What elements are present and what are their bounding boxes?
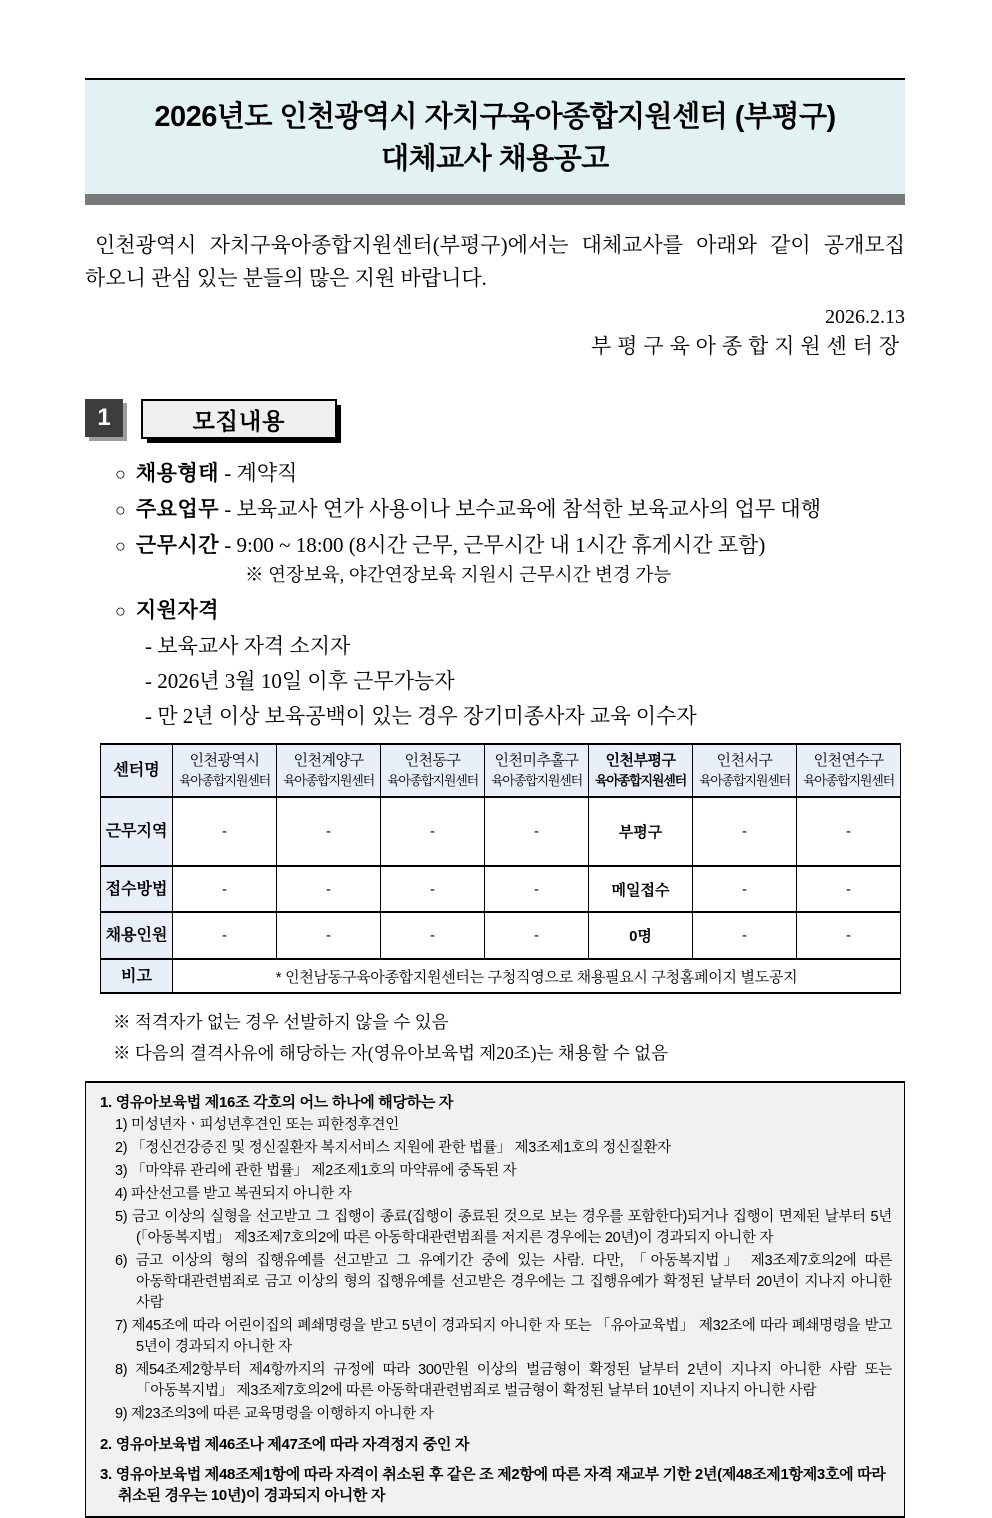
header-cell-center-2: 인천동구 육아종합지원센터 — [381, 744, 485, 797]
note-line: ※ 다음의 결격사유에 해당하는 자(영유아보육법 제20조)는 채용할 수 없음 — [113, 1043, 668, 1063]
header-cell-center-3: 인천미추홀구 육아종합지원센터 — [485, 744, 589, 797]
bullet-row-work-hours — [85, 531, 905, 561]
row-label-cell: 근무지역 — [101, 797, 173, 866]
table-cell: - — [693, 912, 797, 959]
header-cell-center-4-bupyeong: 인천부평구 육아종합지원센터 — [589, 744, 693, 797]
legal-subitem-5: 5) 금고 이상의 실형을 선고받고 그 집행이 종료(집행이 종료된 것으로 보는 경우를 포함한다)되거나 집행이 면제된 날부터 5년(「아동복지법」 제3조제7호의2에 따른 아동학대관련범죄를 저지른 경우에는 20년)이 경과되지 아니한 자 — [115, 1209, 892, 1246]
table-cell: - — [693, 866, 797, 912]
worktime-change-note: ※ 연장보육, 야간연장보육 지원시 근무시간 변경 가능 — [245, 566, 672, 586]
qualification-item: - 보육교사 자격 소지자 — [145, 634, 351, 658]
bullet-row-employment-type — [85, 459, 905, 489]
legal-subitem-6: 6) 금고 이상의 형의 집행유예를 선고받고 그 유예기간 중에 있는 사람. 다만, 「아동복지법」 제3조제7호의2에 따른 아동학대관련범죄로 금고 이상의 형의 집행유예를 선고받은 경우에는 그 집행유예가 확정된 날부터 20년이 지나지 아니한 사람 — [115, 1253, 892, 1311]
table-cell-bupyeong: 메일접수 — [589, 866, 693, 912]
table-row-remark — [101, 959, 901, 993]
table-cell: - — [381, 866, 485, 912]
title-banner-box — [85, 80, 905, 194]
legal-item-2: 2. 영유아보육법 제46조나 제47조에 따라 자격정지 중인 자 — [100, 1436, 470, 1453]
table-row-headcount — [101, 912, 901, 959]
table-row-work-area — [101, 797, 901, 866]
circle-bullet-icon: ○ — [115, 536, 126, 556]
title-banner — [85, 78, 905, 205]
circle-bullet-icon: ○ — [115, 464, 126, 484]
recruit-table — [100, 743, 901, 994]
intro-paragraph: 인천광역시 자치구육아종합지원센터(부평구)에서는 대체교사를 아래와 같이 공개모집 하오니 관심 있는 분들의 많은 지원 바랍니다. — [85, 233, 905, 290]
recruit-details-list — [85, 459, 905, 731]
table-cell: - — [797, 866, 901, 912]
circle-bullet-icon: ○ — [115, 601, 126, 621]
bullet-row-qualification — [85, 596, 905, 626]
table-row-apply-method — [101, 866, 901, 912]
table-cell: - — [693, 797, 797, 866]
table-cell: - — [277, 912, 381, 959]
header-cell-center-5: 인천서구 육아종합지원센터 — [693, 744, 797, 797]
document-title-line1: 2026년도 인천광역시 자치구육아종합지원센터 (부평구) — [154, 101, 836, 133]
legal-subitem-7: 7) 제45조에 따라 어린이집의 폐쇄명령을 받고 5년이 경과되지 아니한 자 또는 「유아교육법」 제32조에 따라 폐쇄명령을 받고 5년이 경과되지 아니한 자 — [115, 1318, 892, 1355]
signer-text: 부평구육아종합지원센터장 — [591, 334, 905, 358]
note-line: ※ 적격자가 없는 경우 선발하지 않을 수 있음 — [113, 1012, 449, 1032]
header-cell-center-0: 인천광역시 육아종합지원센터 — [173, 744, 277, 797]
legal-subitem-4: 4) 파산선고를 받고 복권되지 아니한 자 — [115, 1186, 352, 1202]
table-cell: - — [797, 912, 901, 959]
document-title-line2: 대체교사 채용공고 — [381, 143, 609, 175]
legal-subitem-1: 1) 미성년자ㆍ피성년후견인 또는 피한정후견인 — [115, 1117, 399, 1133]
section-1-header — [85, 399, 905, 445]
table-cell: - — [485, 797, 589, 866]
bullet-row-main-duty — [85, 495, 905, 525]
table-cell: - — [277, 797, 381, 866]
bullet-value: - 계약직 — [224, 461, 298, 485]
circle-bullet-icon: ○ — [115, 500, 126, 520]
remark-cell: * 인천남동구육아종합지원센터는 구청직영으로 채용필요시 구청홈페이지 별도공지 — [173, 959, 901, 993]
legal-subitem-8: 8) 제54조제2항부터 제4항까지의 규정에 따라 300만원 이상의 벌금형이 확정된 날부터 2년이 지나지 아니한 사람 또는 「아동복지법」 제3조제7호의2에 따른 아동학대관련범죄로 벌금형이 확정된 날부터 10년이 지나지 아니한 사람 — [115, 1362, 893, 1399]
legal-subitem-2: 2) 「정신건강증진 및 정신질환자 복지서비스 지원에 관한 법률」 제3조제1호의 정신질환자 — [115, 1140, 671, 1156]
banner-gray-bar — [85, 194, 905, 205]
table-cell: - — [173, 797, 277, 866]
legal-item-1: 1. 영유아보육법 제16조 각호의 어느 하나에 해당하는 자 — [100, 1094, 454, 1111]
row-label-cell: 비고 — [101, 959, 173, 993]
recruit-table-wrap — [85, 743, 905, 994]
section-title: 모집내용 — [141, 399, 337, 439]
qualification-item: - 2026년 3월 10일 이후 근무가능자 — [145, 669, 455, 693]
disqualification-box — [85, 1081, 905, 1518]
table-cell: - — [277, 866, 381, 912]
table-cell: - — [381, 912, 485, 959]
date-text: 2026.2.13 — [825, 306, 905, 328]
table-corner-cell: 센터명 — [101, 744, 173, 797]
post-table-notes — [85, 1010, 905, 1065]
bullet-label: 근무시간 — [135, 533, 220, 557]
table-cell: - — [485, 866, 589, 912]
bullet-label: 주요업무 — [135, 497, 220, 521]
table-cell-bupyeong: 부평구 — [589, 797, 693, 866]
table-cell: - — [485, 912, 589, 959]
legal-subitem-9: 9) 제23조의3에 따른 교육명령을 이행하지 아니한 자 — [115, 1406, 434, 1422]
table-header-row — [101, 744, 901, 797]
table-cell-bupyeong: 0명 — [589, 912, 693, 959]
bullet-value: - 보육교사 연가 사용이나 보수교육에 참석한 보육교사의 업무 대행 — [224, 497, 821, 521]
legal-subitem-3: 3) 「마약류 관리에 관한 법률」 제2조제1호의 마약류에 중독된 자 — [115, 1163, 517, 1179]
table-cell: - — [173, 866, 277, 912]
header-cell-center-1: 인천계양구 육아종합지원센터 — [277, 744, 381, 797]
bullet-value: - 9:00 ~ 18:00 (8시간 근무, 근무시간 내 1시간 휴게시간 포함) — [224, 533, 766, 557]
legal-item-3: 3. 영유아보육법 제48조제1항에 따라 자격이 취소된 후 같은 조 제2항에 따른 자격 재교부 기한 2년(제48조제1항제3호에 따라 취소된 경우는 10년)이 경과되지 아니한 자 — [100, 1466, 886, 1504]
qualification-item: - 만 2년 이상 보육공백이 있는 경우 장기미종사자 교육 이수자 — [145, 704, 697, 728]
table-cell: - — [173, 912, 277, 959]
bullet-label: 지원자격 — [135, 598, 220, 622]
section-number-badge: 1 — [85, 399, 123, 437]
bullet-label: 채용형태 — [135, 461, 220, 485]
table-cell: - — [381, 797, 485, 866]
header-cell-center-6: 인천연수구 육아종합지원센터 — [797, 744, 901, 797]
row-label-cell: 접수방법 — [101, 866, 173, 912]
row-label-cell: 채용인원 — [101, 912, 173, 959]
table-cell: - — [797, 797, 901, 866]
